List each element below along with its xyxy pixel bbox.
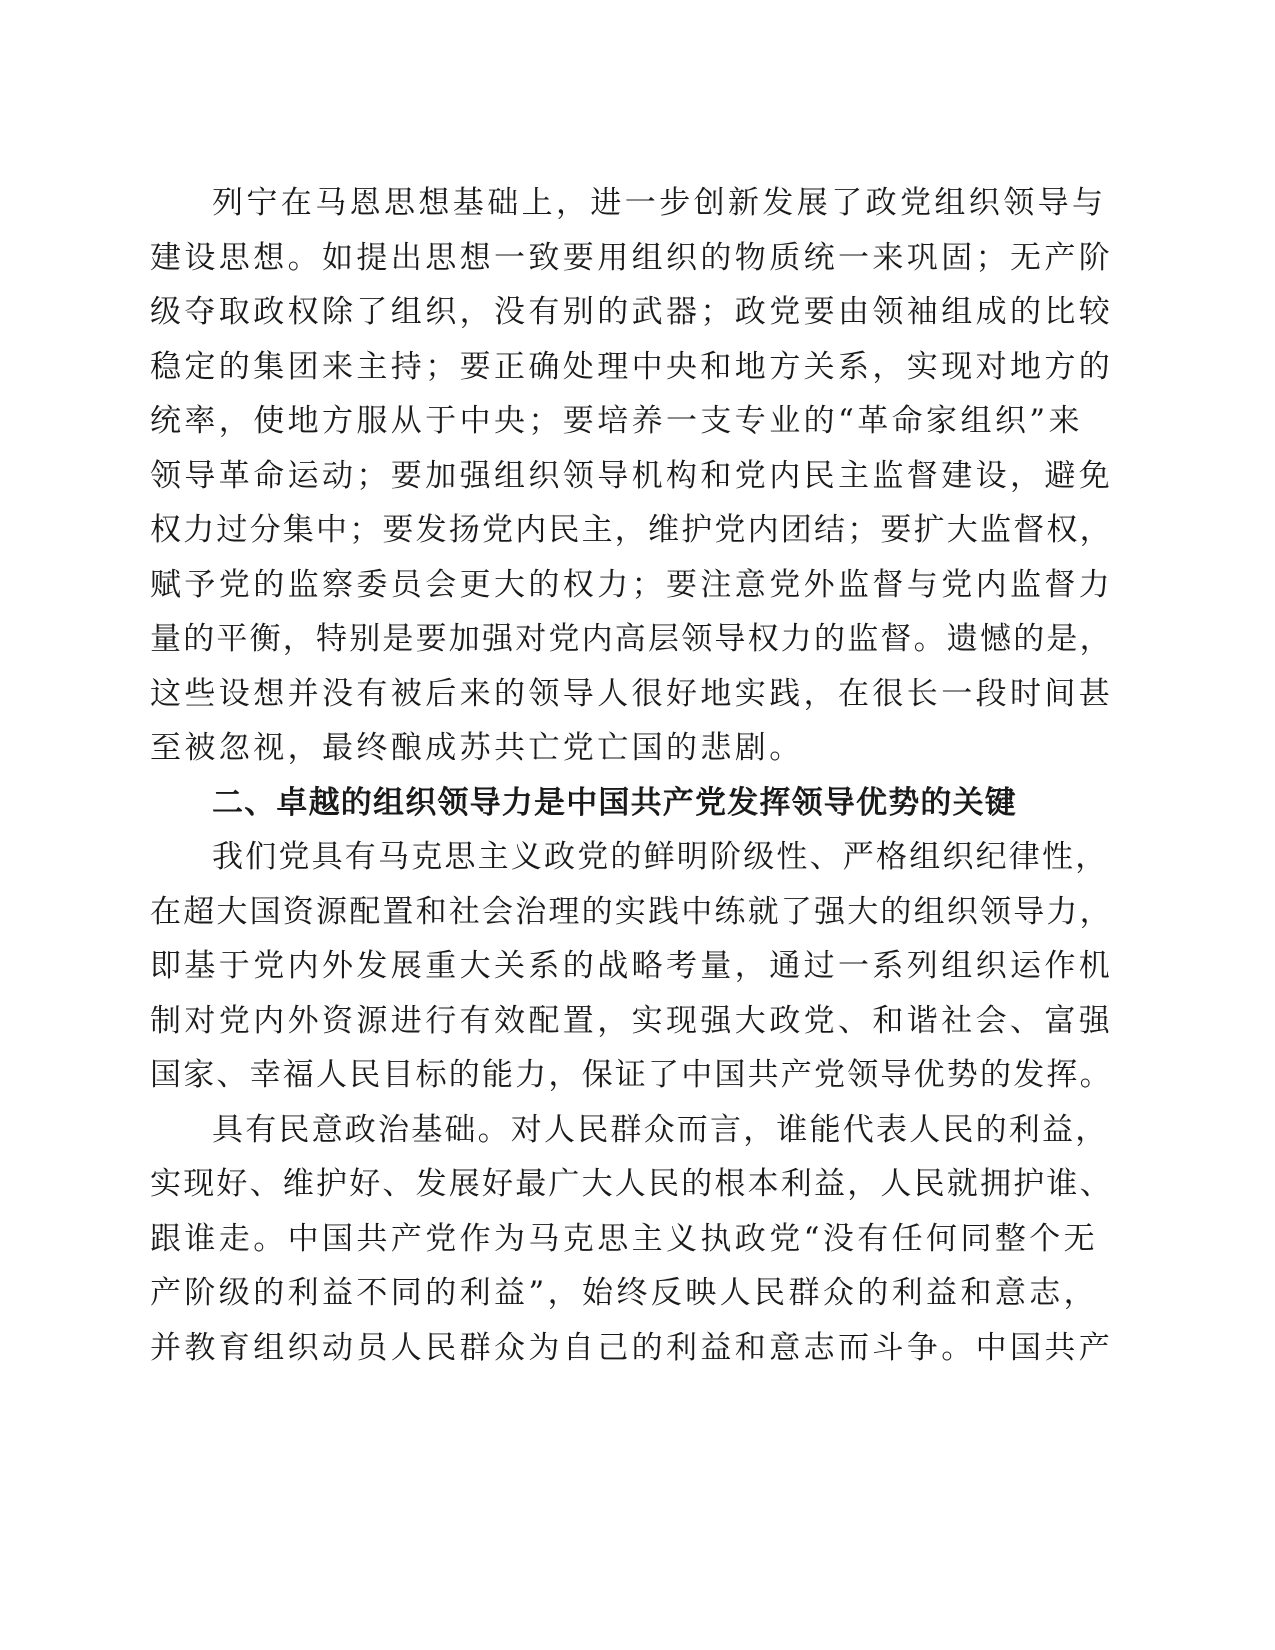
document-body xyxy=(150,176,1114,1375)
paragraph-1-line: 权力过分集中；要发扬党内民主，维护党内团结；要扩大监督权， xyxy=(150,512,1113,548)
paragraph-3-line: 并教育组织动员人民群众为自己的利益和意志而斗争。中国共产 xyxy=(150,1329,1114,1366)
paragraph-3-line: 实现好、维护好、发展好最广大人民的根本利益，人民就拥护谁、 xyxy=(150,1166,1113,1202)
paragraph-3-line: 产阶级的利益不同的利益”，始终反映人民群众的利益和意志， xyxy=(150,1275,1099,1311)
paragraph-1-line: 建设思想。如提出思想一致要用组织的物质统一来巩固；无产阶 xyxy=(150,239,1114,276)
paragraph-1-line: 至被忽视，最终酿成苏共亡党亡国的悲剧。 xyxy=(150,730,804,766)
paragraph-1-line: 统率，使地方服从于中央；要培养一支专业的“革命家组织”来 xyxy=(150,403,1083,439)
paragraph-1-line: 级夺取政权除了组织，没有别的武器；政党要由领袖组成的比较 xyxy=(150,294,1114,330)
paragraph-1-line: 量的平衡，特别是要加强对党内高层领导权力的监督。遗憾的是， xyxy=(150,621,1113,657)
paragraph-1-line: 稳定的集团来主持；要正确处理中央和地方关系，实现对地方的 xyxy=(150,348,1114,385)
paragraph-2-line: 制对党内外资源进行有效配置，实现强大政党、和谐社会、富强 xyxy=(150,1002,1114,1039)
paragraph-1-line: 这些设想并没有被后来的领导人很好地实践，在很长一段时间甚 xyxy=(150,675,1114,712)
paragraph-2-line: 我们党具有马克思主义政党的鲜明阶级性、严格组织纪律性， xyxy=(212,839,1109,875)
paragraph-1-line: 领导革命运动；要加强组织领导机构和党内民主监督建设，避免 xyxy=(150,457,1114,494)
paragraph-1-line: 赋予党的监察委员会更大的权力；要注意党外监督与党内监督力 xyxy=(150,566,1114,603)
section-heading: 二、卓越的组织领导力是中国共产党发挥领导优势的关键 xyxy=(212,784,1017,821)
paragraph-2-line: 在超大国资源配置和社会治理的实践中练就了强大的组织领导力， xyxy=(150,893,1113,930)
paragraph-3-line: 跟谁走。中国共产党作为马克思主义执政党“没有任何同整个无 xyxy=(150,1220,1099,1257)
paragraph-2-line: 即基于党内外发展重大关系的战略考量，通过一系列组织运作机 xyxy=(150,948,1114,984)
paragraph-3-line: 具有民意政治基础。对人民群众而言，谁能代表人民的利益， xyxy=(212,1111,1109,1148)
paragraph-1-line: 列宁在马恩思想基础上，进一步创新发展了政党组织领导与 xyxy=(212,185,1107,221)
paragraph-2-line: 国家、幸福人民目标的能力，保证了中国共产党领导优势的发挥。 xyxy=(150,1057,1113,1093)
